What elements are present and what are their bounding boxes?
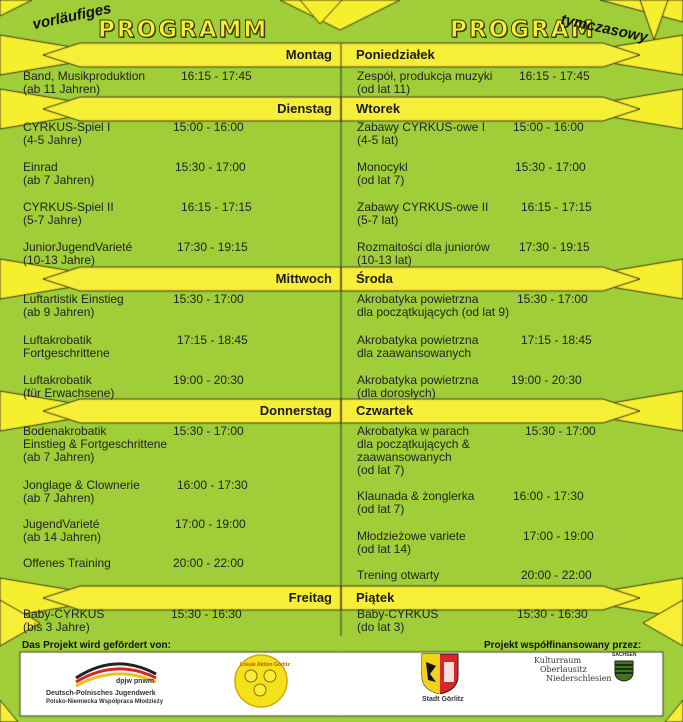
entry-name: Akrobatyka powietrzna dla zaawansowanych [357,333,479,360]
schedule-entry-de [23,424,244,464]
saxony-shield-icon [614,660,634,682]
entry-name: Rozmaitości dla juniorów (10-13 lat) [357,240,490,267]
logo4-badge: SACHSEN [612,652,637,658]
day-label-pl: Wtorek [356,101,401,116]
entry-time: 15:30 - 17:00 [515,160,586,174]
entry-time: 17:00 - 19:00 [523,529,594,543]
entry-name: Luftakrobatik Fortgeschrittene [23,333,110,360]
entry-name: Baby-CYRKUS (bis 3 Jahre) [23,607,105,634]
day-label-de: Montag [285,47,332,62]
entry-time: 16:15 - 17:15 [181,200,252,214]
schedule-entry-pl [357,568,592,582]
schedule-entry-de [23,556,244,570]
entry-time: 15:30 - 16:30 [171,607,242,621]
entry-time: 16:15 - 17:45 [181,69,252,83]
header-pl-small: tymczasowy [559,10,650,47]
entry-time: 15:30 - 16:30 [517,607,588,621]
entry-name: Klaunada & żonglerka (od lat 7) [357,489,475,516]
schedule-entry-de [23,292,244,319]
entry-time: 15:30 - 17:00 [175,160,246,174]
entry-name: Luftartistik Einstieg (ab 9 Jahren) [23,292,124,319]
day-label-pl: Środa [356,271,393,286]
entry-time: 15:30 - 17:00 [525,424,596,438]
logo4-line1: Kulturraum [534,656,582,665]
sun-faces-logo-icon [232,652,290,710]
logo-dpjw [46,656,176,706]
schedule-entry-de [23,120,244,147]
header-pl-title: PROGRAM [450,17,596,43]
day-label-de: Mittwoch [275,271,332,286]
entry-name: Akrobatyka powietrzna (dla dorosłych) [357,373,479,400]
entry-name: Zabawy CYRKUS-owe II (5-7 lat) [357,200,489,227]
entry-time: 17:00 - 19:00 [175,517,246,531]
entry-time: 16:00 - 17:30 [513,489,584,503]
schedule-entry-pl [357,373,582,400]
schedule-entry-de [23,200,252,227]
schedule-entry-pl [357,489,584,516]
schedule-entry-pl [357,529,594,556]
entry-time: 16:15 - 17:45 [519,69,590,83]
logo4-line2: Oberlausitz [540,665,587,674]
logo1-line2: Polsko-Niemiecka Współpraca Młodzieży [46,699,164,705]
entry-name: Einrad (ab 7 Jahren) [23,160,95,187]
schedule-entry-de [23,333,248,360]
entry-time: 16:15 - 17:15 [521,200,592,214]
schedule-entry-pl [357,240,590,267]
entry-time: 19:00 - 20:30 [173,373,244,387]
schedule-entry-pl [357,607,588,634]
entry-name: Akrobatyka powietrzna dla początkujących (od lat 9) [357,292,510,319]
schedule-entry-de [23,517,246,544]
schedule-entry-de [23,478,248,505]
schedule-entry-de [23,373,244,400]
logo1-mark: dpjw pnwm [116,678,155,685]
entry-name: Baby-CYRKUS (do lat 3) [357,607,439,634]
entry-name: Luftakrobatik (für Erwachsene) [23,373,115,400]
logo4-line3: Niederschlesien [546,674,612,683]
entry-name: Młodzieżowe variete (od lat 14) [357,529,466,556]
day-label-pl: Czwartek [356,403,414,418]
entry-name: CYRKUS-Spiel II (5-7 Jahre) [23,200,114,227]
footer-pl-label: Projekt współfinansowany przez: [484,640,642,651]
goerlitz-coat-of-arms-icon [418,652,462,694]
schedule-entry-pl [357,120,584,147]
day-bar [0,399,683,423]
dpjw-logo-icon [46,656,176,692]
schedule-entry-pl [357,69,590,96]
entry-name: CYRKUS-Spiel I (4-5 Jahre) [23,120,111,147]
schedule-entry-de [23,607,242,634]
entry-time: 15:30 - 17:00 [517,292,588,306]
entry-name: JuniorJugendVarieté (10-13 Jahre) [23,240,133,267]
logo2-text: Lokale Aktion Görlitz [240,662,290,668]
entry-time: 17:15 - 18:45 [521,333,592,347]
entry-name: Akrobatyka w parach dla początkujących & zaawansowanych (od lat 7) [357,424,470,477]
day-bar [0,97,683,121]
entry-time: 20:00 - 22:00 [521,568,592,582]
day-bar [0,43,683,67]
entry-name: Offenes Training [23,556,111,570]
day-label-de: Donnerstag [259,403,332,418]
entry-time: 17:30 - 19:15 [177,240,248,254]
entry-time: 15:30 - 17:00 [173,292,244,306]
entry-name: Monocykl (od lat 7) [357,160,408,187]
logo3-text: Stadt Görlitz [422,696,464,703]
entry-time: 15:00 - 16:00 [513,120,584,134]
entry-time: 15:30 - 17:00 [173,424,244,438]
entry-name: JugendVarieté (ab 14 Jahren) [23,517,102,544]
entry-time: 17:30 - 19:15 [519,240,590,254]
day-label-de: Freitag [288,590,332,605]
schedule-entry-pl [357,424,596,477]
logo-kulturraum [534,652,644,708]
entry-time: 15:00 - 16:00 [173,120,244,134]
entry-name: Zabawy CYRKUS-owe I (4-5 lat) [357,120,486,147]
day-bar [0,267,683,291]
schedule-entry-de [23,69,252,96]
schedule-entry-de [23,240,248,267]
entry-time: 20:00 - 22:00 [173,556,244,570]
day-label-pl: Poniedziałek [356,47,435,62]
entry-time: 19:00 - 20:30 [511,373,582,387]
header-de-title: PROGRAMM [98,17,269,43]
logo1-line1: Deutsch-Polnisches Jugendwerk [46,690,156,697]
footer-de-label: Das Projekt wird gefördert von: [22,640,171,651]
header-de-small: vorläufiges [31,0,113,34]
entry-name: Trening otwarty [357,568,440,582]
schedule-entry-pl [357,160,586,187]
day-label-de: Dienstag [277,101,332,116]
entry-time: 17:15 - 18:45 [177,333,248,347]
schedule-entry-pl [357,292,588,319]
entry-name: Bodenakrobatik Einstieg & Fortgeschrittene (ab 7 Jahren) [23,424,168,464]
logo-sun [232,652,290,710]
day-label-pl: Piątek [356,590,395,605]
entry-name: Zespół, produkcja muzyki (od lat 11) [357,69,493,96]
entry-name: Jonglage & Clownerie (ab 7 Jahren) [23,478,140,505]
logo-goerlitz [418,652,462,708]
schedule-entry-pl [357,200,592,227]
schedule-entry-pl [357,333,592,360]
entry-name: Band, Musikproduktion (ab 11 Jahren) [23,69,146,96]
entry-time: 16:00 - 17:30 [177,478,248,492]
schedule-entry-de [23,160,246,187]
